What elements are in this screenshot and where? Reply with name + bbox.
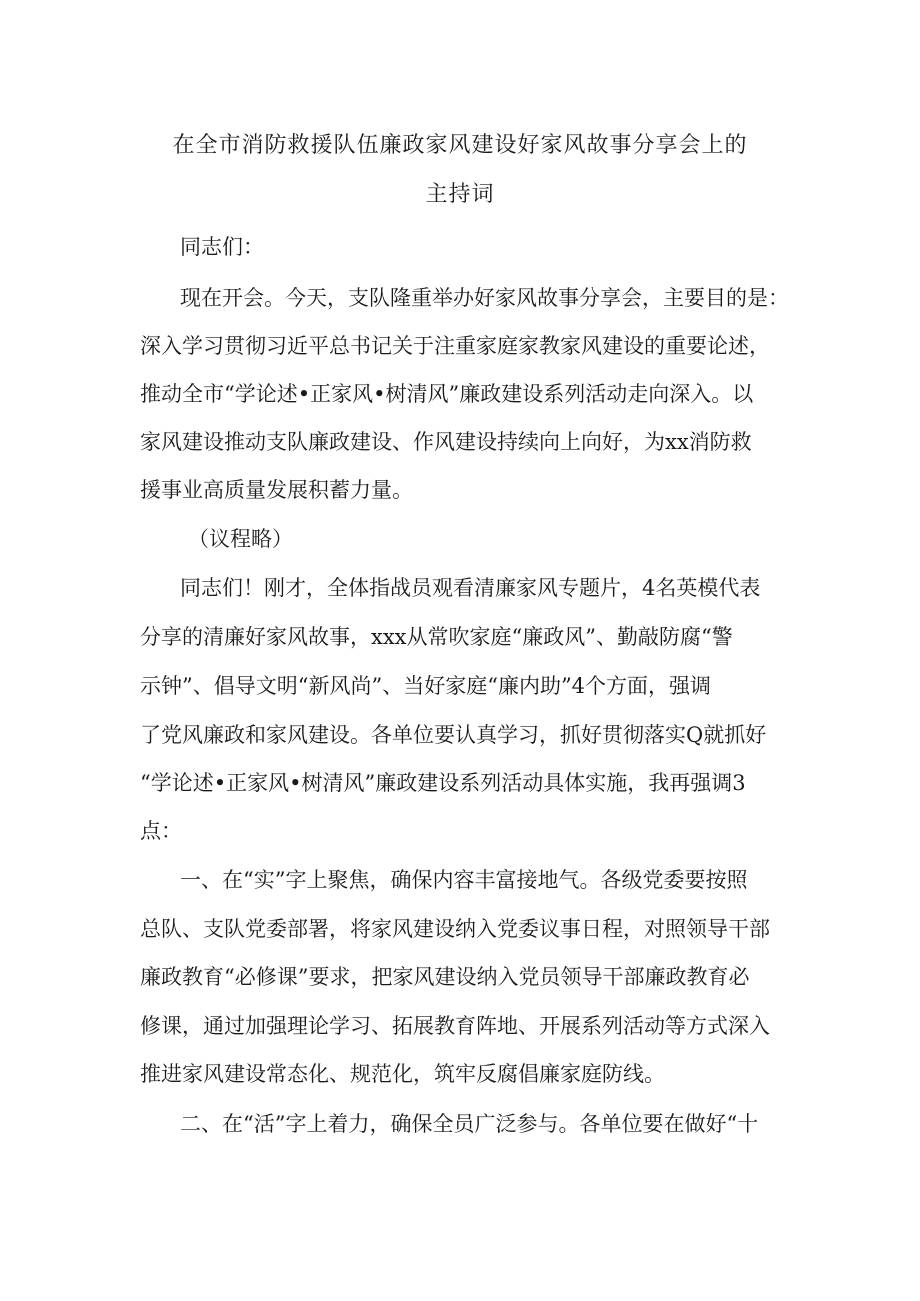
paragraph-line: 家风建设推动支队廉政建设、作风建设持续向上向好，为xx消防救 <box>140 430 752 454</box>
paragraph-line: 推进家风建设常态化、规范化，筑牢反腐倡廉家庭防线。 <box>140 1062 665 1086</box>
paragraph-line: 修课，通过加强理论学习、拓展教育阵地、开展系列活动等方式深入 <box>140 1014 770 1038</box>
paragraph-line: 援事业高质量发展积蓄力量。 <box>140 478 413 502</box>
document-title-line-2: 主持词 <box>425 182 495 207</box>
paragraph-line: 总队、支队党委部署，将家风建设纳入党委议事日程，对照领导干部 <box>140 917 770 941</box>
paragraph-line: 了党风廉政和家风建设。各单位要认真学习，抓好贯彻落实Q就抓好 <box>140 723 767 747</box>
paragraph-line: 分享的清廉好家风故事，xxx从常吹家庭“廉政风”、勤敲防腐“警 <box>140 625 733 649</box>
paragraph-line: 同志们！刚才，全体指战员观看清廉家风专题片，4名英模代表 <box>180 576 761 600</box>
paragraph-line: 推动全市“学论述•正家风•树清风”廉政建设系列活动走向深入。以 <box>140 382 754 406</box>
paragraph-line: 点： <box>140 819 182 843</box>
paragraph-line: 一、在“实”字上聚焦，确保内容丰富接地气。各级党委要按照 <box>180 868 748 892</box>
paragraph-line: 深入学习贯彻习近平总书记关于注重家庭家教家风建设的重要论述， <box>140 334 770 358</box>
paragraph-line: 示钟”、倡导文明“新风尚”、当好家庭“廉内助”4个方面，强调 <box>140 674 712 698</box>
agenda-note: （议程略） <box>188 527 293 551</box>
paragraph-line: 现在开会。今天，支队隆重举办好家风故事分享会，主要目的是： <box>180 286 789 310</box>
paragraph-line: “学论述•正家风•树清风”廉政建设系列活动具体实施，我再强调3 <box>140 771 746 795</box>
document-title-line-1: 在全市消防救援队伍廉政家风建设好家风故事分享会上的 <box>172 133 748 158</box>
paragraph-line: 二、在“活”字上着力，确保全员广泛参与。各单位要在做好“十 <box>180 1112 759 1136</box>
paragraph-line: 廉政教育“必修课”要求，把家风建设纳入党员领导干部廉政教育必 <box>140 965 750 989</box>
salutation: 同志们： <box>180 235 264 259</box>
